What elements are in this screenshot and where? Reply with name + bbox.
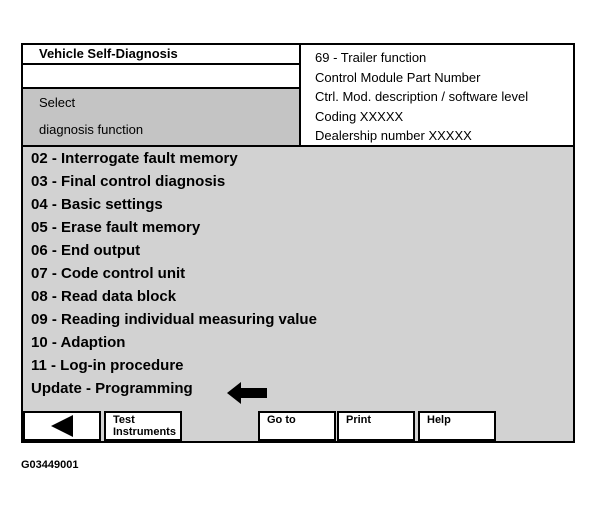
menu-item-final-control-diagnosis[interactable]: 03 - Final control diagnosis (31, 173, 226, 190)
info-line-description: Ctrl. Mod. description / software level (315, 89, 529, 104)
arrow-left-icon (227, 382, 267, 404)
info-line-part-number: Control Module Part Number (315, 69, 481, 85)
select-prompt-line2: diagnosis function (39, 122, 144, 137)
select-prompt-line1: Select (39, 95, 76, 110)
menu-item-code-control-unit[interactable]: 07 - Code control unit (31, 265, 186, 282)
test-instruments-line1: Test (113, 414, 135, 426)
print-button[interactable]: Print (337, 411, 415, 441)
menu-item-read-data-block[interactable]: 08 - Read data block (31, 288, 177, 305)
function-menu (31, 147, 571, 400)
menu-item-reading-measuring-value[interactable]: 09 - Reading individual measuring value (31, 311, 317, 328)
triangle-left-icon (25, 413, 99, 439)
menu-item-update-programming[interactable] (31, 377, 571, 400)
go-to-button[interactable]: Go to (258, 411, 336, 441)
menu-item-log-in-procedure[interactable]: 11 - Log-in procedure (31, 357, 184, 374)
menu-item-interrogate-fault-memory[interactable]: 02 - Interrogate fault memory (31, 150, 238, 167)
blank-field (23, 65, 301, 89)
info-line-coding: Coding XXXXX (315, 108, 404, 124)
test-instruments-button[interactable] (104, 411, 182, 441)
menu-item-update-programming-label: Update - Programming (31, 380, 193, 397)
select-prompt (23, 89, 301, 147)
info-line-function: 69 - Trailer function (315, 50, 427, 65)
menu-item-basic-settings[interactable]: 04 - Basic settings (31, 196, 163, 213)
figure-code: G03449001 (21, 459, 79, 471)
diagnosis-screen (21, 43, 575, 443)
test-instruments-line2: Instruments (113, 426, 176, 438)
screen-title: Vehicle Self-Diagnosis (23, 45, 301, 65)
back-button[interactable] (23, 411, 101, 441)
menu-item-adaption[interactable]: 10 - Adaption (31, 334, 126, 351)
menu-item-erase-fault-memory[interactable]: 05 - Erase fault memory (31, 219, 201, 236)
control-module-info (301, 45, 573, 147)
help-button[interactable]: Help (418, 411, 496, 441)
info-line-dealership: Dealership number XXXXX (315, 128, 472, 143)
menu-item-end-output[interactable]: 06 - End output (31, 242, 141, 259)
